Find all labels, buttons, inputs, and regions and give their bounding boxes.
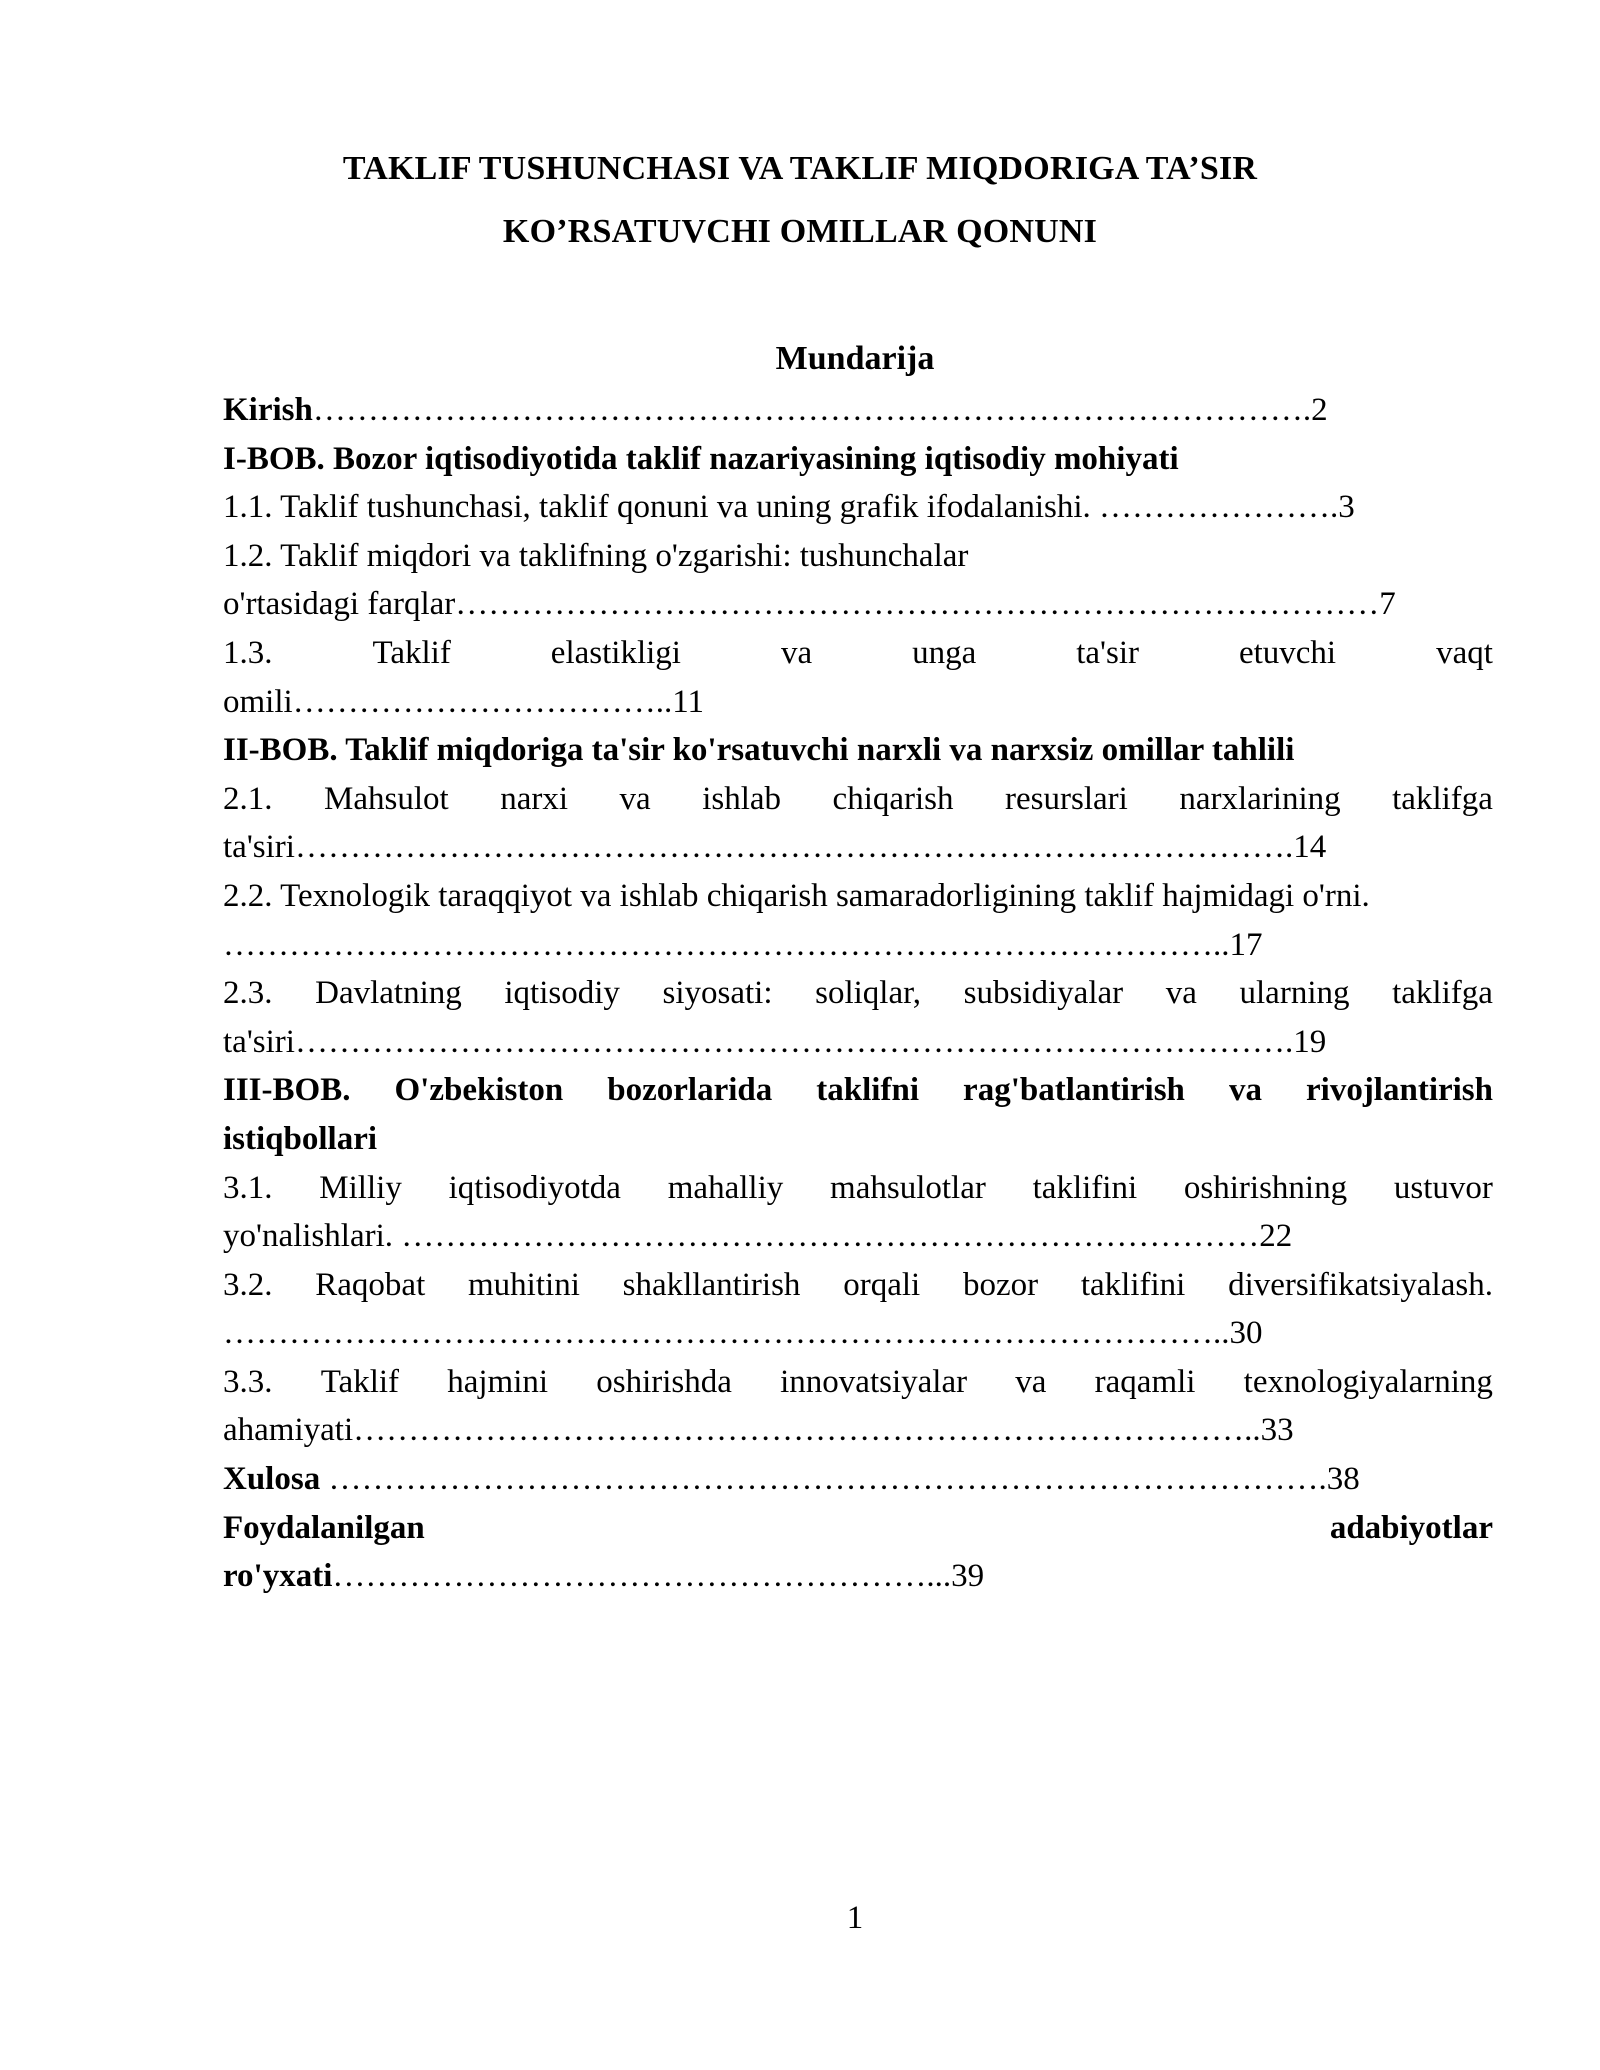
toc-leader-dots: ……………………………………………………………………	[401, 1218, 1260, 1255]
document-title-line-2: KO’RSATUVCHI OMILLAR QONUNI	[502, 213, 1098, 250]
toc-word: bozor	[962, 1266, 1039, 1303]
toc-word: taklifini	[1032, 1169, 1138, 1206]
toc-page-number: 2	[1311, 392, 1328, 428]
toc-entry-2-3-line-2[interactable]	[223, 1018, 1493, 1067]
toc-word: va	[1165, 975, 1197, 1012]
toc-entry-label: yo'nalishlari.	[223, 1218, 402, 1255]
toc-word: va	[780, 634, 813, 671]
toc-entry-label: ro'yxati	[223, 1558, 333, 1595]
toc-word: taklifini	[1080, 1266, 1186, 1303]
toc-page-number: 19	[1293, 1023, 1327, 1060]
toc-word: resurslari	[1005, 780, 1128, 817]
toc-leader-dots: ……………………………………………………………………………….	[294, 1023, 1294, 1060]
toc-entry-label: ahamiyati	[223, 1412, 354, 1449]
toc-page-number: 38	[1326, 1461, 1360, 1498]
toc-entry-label: Kirish	[223, 392, 313, 428]
toc-page-number: 17	[1229, 926, 1263, 963]
toc-word: III-BOB.	[223, 1072, 351, 1109]
toc-word: subsidiyalar	[963, 975, 1124, 1012]
toc-word: 2.1.	[223, 780, 273, 817]
toc-word: rivojlantirish	[1306, 1072, 1493, 1109]
toc-entry-2-1-line-1[interactable]	[223, 775, 1493, 824]
toc-word: raqamli	[1094, 1363, 1196, 1400]
toc-entry-3-2-line-2[interactable]	[223, 1309, 1493, 1358]
toc-page-number: 33	[1260, 1412, 1294, 1449]
toc-word: elastikligi	[550, 634, 681, 671]
toc-word: hajmini	[447, 1363, 549, 1400]
toc-entry-references-line-1[interactable]	[223, 1504, 1493, 1553]
toc-entry-2-2-line-2[interactable]	[223, 921, 1493, 970]
toc-entry-references-line-2[interactable]	[223, 1552, 1493, 1601]
toc-leader-dots: ………………………………………………………………………..	[353, 1412, 1261, 1449]
page-number: 1	[846, 1900, 864, 1936]
toc-word: taklifga	[1392, 975, 1493, 1012]
toc-word: texnologiyalarning	[1243, 1363, 1493, 1400]
toc-heading: Mundarija	[775, 340, 935, 377]
toc-word: diversifikatsiyalash.	[1228, 1266, 1493, 1303]
toc-entry-1-3-line-1[interactable]	[223, 629, 1493, 678]
toc-entry-2-3-line-1[interactable]	[223, 969, 1493, 1018]
toc-word: 3.3.	[223, 1363, 273, 1400]
toc-word: ishlab	[702, 780, 782, 817]
toc-page-number: 11	[672, 683, 704, 720]
toc-chapter-2[interactable]: II-BOB. Taklif miqdoriga ta'sir ko'rsatuvchi narxli va narxsiz omillar tahlili	[223, 732, 1295, 769]
toc-word: Foydalanilgan	[223, 1509, 425, 1546]
toc-entry-1-1[interactable]	[223, 483, 1493, 532]
toc-word: va	[1015, 1363, 1047, 1400]
toc-entry-label: Xulosa	[223, 1461, 329, 1498]
toc-entry-2-2-line-1[interactable]: 2.2. Texnologik taraqqiyot va ishlab chiqarish samaradorligining taklif hajmidagi o'rni.	[223, 877, 1370, 914]
toc-leader-dots: ………………………………………………...	[332, 1558, 952, 1595]
toc-word: ustuvor	[1393, 1169, 1493, 1206]
toc-leader-dots: ………………………………………………………………………………..	[223, 926, 1230, 963]
toc-word: orqali	[843, 1266, 921, 1303]
toc-entry-xulosa[interactable]	[223, 1455, 1493, 1504]
toc-chapter-3-line-2[interactable]: istiqbollari	[223, 1120, 378, 1157]
toc-word: ta'sir	[1076, 634, 1139, 671]
toc-entry-3-2-line-1[interactable]	[223, 1261, 1493, 1310]
toc-word: Mahsulot	[324, 780, 449, 817]
toc-word: ularning	[1239, 975, 1350, 1012]
document-title-line-1: TAKLIF TUSHUNCHASI VA TAKLIF MIQDORIGA TA’SIR	[342, 150, 1258, 187]
toc-word: va	[1228, 1072, 1262, 1109]
toc-word: va	[619, 780, 651, 817]
toc-word: taklifga	[1392, 780, 1493, 817]
toc-word: iqtisodiy	[504, 975, 620, 1012]
toc-leader-dots: ……………………………………………………………………………….	[294, 829, 1294, 866]
toc-word: Milliy	[319, 1169, 402, 1206]
toc-leader-dots: ……………………………..	[292, 683, 673, 720]
toc-leader-dots: …………………………………………………………………………	[455, 586, 1380, 623]
toc-word: unga	[912, 634, 977, 671]
toc-page-number: 7	[1379, 586, 1396, 623]
toc-word: narxi	[500, 780, 569, 817]
toc-leader-dots: ……………………………………………………………………………….	[328, 1461, 1327, 1498]
toc-word: 1.3.	[223, 634, 273, 671]
toc-word: muhitini	[468, 1266, 580, 1303]
toc-page-number: 30	[1229, 1315, 1263, 1352]
toc-entry-1-2-line-1[interactable]: 1.2. Taklif miqdori va taklifning o'zgarishi: tushunchalar	[223, 537, 969, 574]
toc-word: iqtisodiyotda	[448, 1169, 621, 1206]
table-of-contents	[223, 386, 1493, 1601]
toc-entry-2-1-line-2[interactable]	[223, 823, 1493, 872]
toc-word: Raqobat	[315, 1266, 426, 1303]
toc-entry-3-1-line-1[interactable]	[223, 1164, 1493, 1213]
toc-word: 2.3.	[223, 975, 273, 1012]
toc-word: narxlarining	[1179, 780, 1341, 817]
toc-entry-label: omili	[223, 683, 293, 720]
toc-entry-kirish[interactable]	[223, 386, 1493, 435]
toc-entry-label: 1.1. Taklif tushunchasi, taklif qonuni va uning grafik ifodalanishi. ………………….	[223, 489, 1339, 526]
toc-chapter-1[interactable]: I-BOB. Bozor iqtisodiyotida taklif nazariyasining iqtisodiy mohiyati	[223, 440, 1179, 477]
toc-word: O'zbekiston	[394, 1072, 564, 1109]
toc-word: taklifni	[816, 1072, 919, 1109]
toc-word: mahalliy	[667, 1169, 784, 1206]
toc-leader-dots: ………………………………………………………………………………..	[223, 1315, 1230, 1352]
toc-entry-3-3-line-1[interactable]	[223, 1358, 1493, 1407]
toc-word: Davlatning	[315, 975, 462, 1012]
toc-word: shakllantirish	[622, 1266, 801, 1303]
toc-entry-label: o'rtasidagi farqlar	[223, 586, 456, 623]
toc-entry-1-3-line-2[interactable]	[223, 678, 1493, 727]
toc-entry-1-2-line-2[interactable]	[223, 580, 1493, 629]
toc-word: oshirishning	[1183, 1169, 1348, 1206]
toc-chapter-3-line-1[interactable]	[223, 1066, 1493, 1115]
toc-page-number: 22	[1259, 1218, 1293, 1255]
toc-entry-label: ta'siri	[223, 829, 295, 866]
toc-word: 3.2.	[223, 1266, 273, 1303]
toc-word: etuvchi	[1238, 634, 1337, 671]
toc-word: siyosati:	[662, 975, 773, 1012]
toc-word: Taklif	[372, 634, 451, 671]
toc-word: mahsulotlar	[830, 1169, 986, 1206]
toc-word: 3.1.	[223, 1169, 273, 1206]
toc-entry-label: ta'siri	[223, 1023, 295, 1060]
toc-word: chiqarish	[832, 780, 954, 817]
toc-word: adabiyotlar	[1329, 1509, 1493, 1546]
toc-word: vaqt	[1436, 634, 1493, 671]
toc-page-number: 39	[951, 1558, 985, 1595]
toc-leader-dots: ……………………………………………………………………………….	[312, 392, 1312, 428]
toc-word: oshirishda	[596, 1363, 732, 1400]
toc-word: Taklif	[320, 1363, 400, 1400]
toc-word: bozorlarida	[607, 1072, 773, 1109]
toc-word: rag'batlantirish	[963, 1072, 1185, 1109]
toc-entry-3-3-line-2[interactable]	[223, 1406, 1493, 1455]
toc-page-number: 14	[1293, 829, 1327, 866]
toc-word: soliqlar,	[815, 975, 922, 1012]
toc-entry-3-1-line-2[interactable]	[223, 1212, 1493, 1261]
toc-page-number: 3	[1338, 489, 1355, 526]
toc-word: innovatsiyalar	[780, 1363, 968, 1400]
